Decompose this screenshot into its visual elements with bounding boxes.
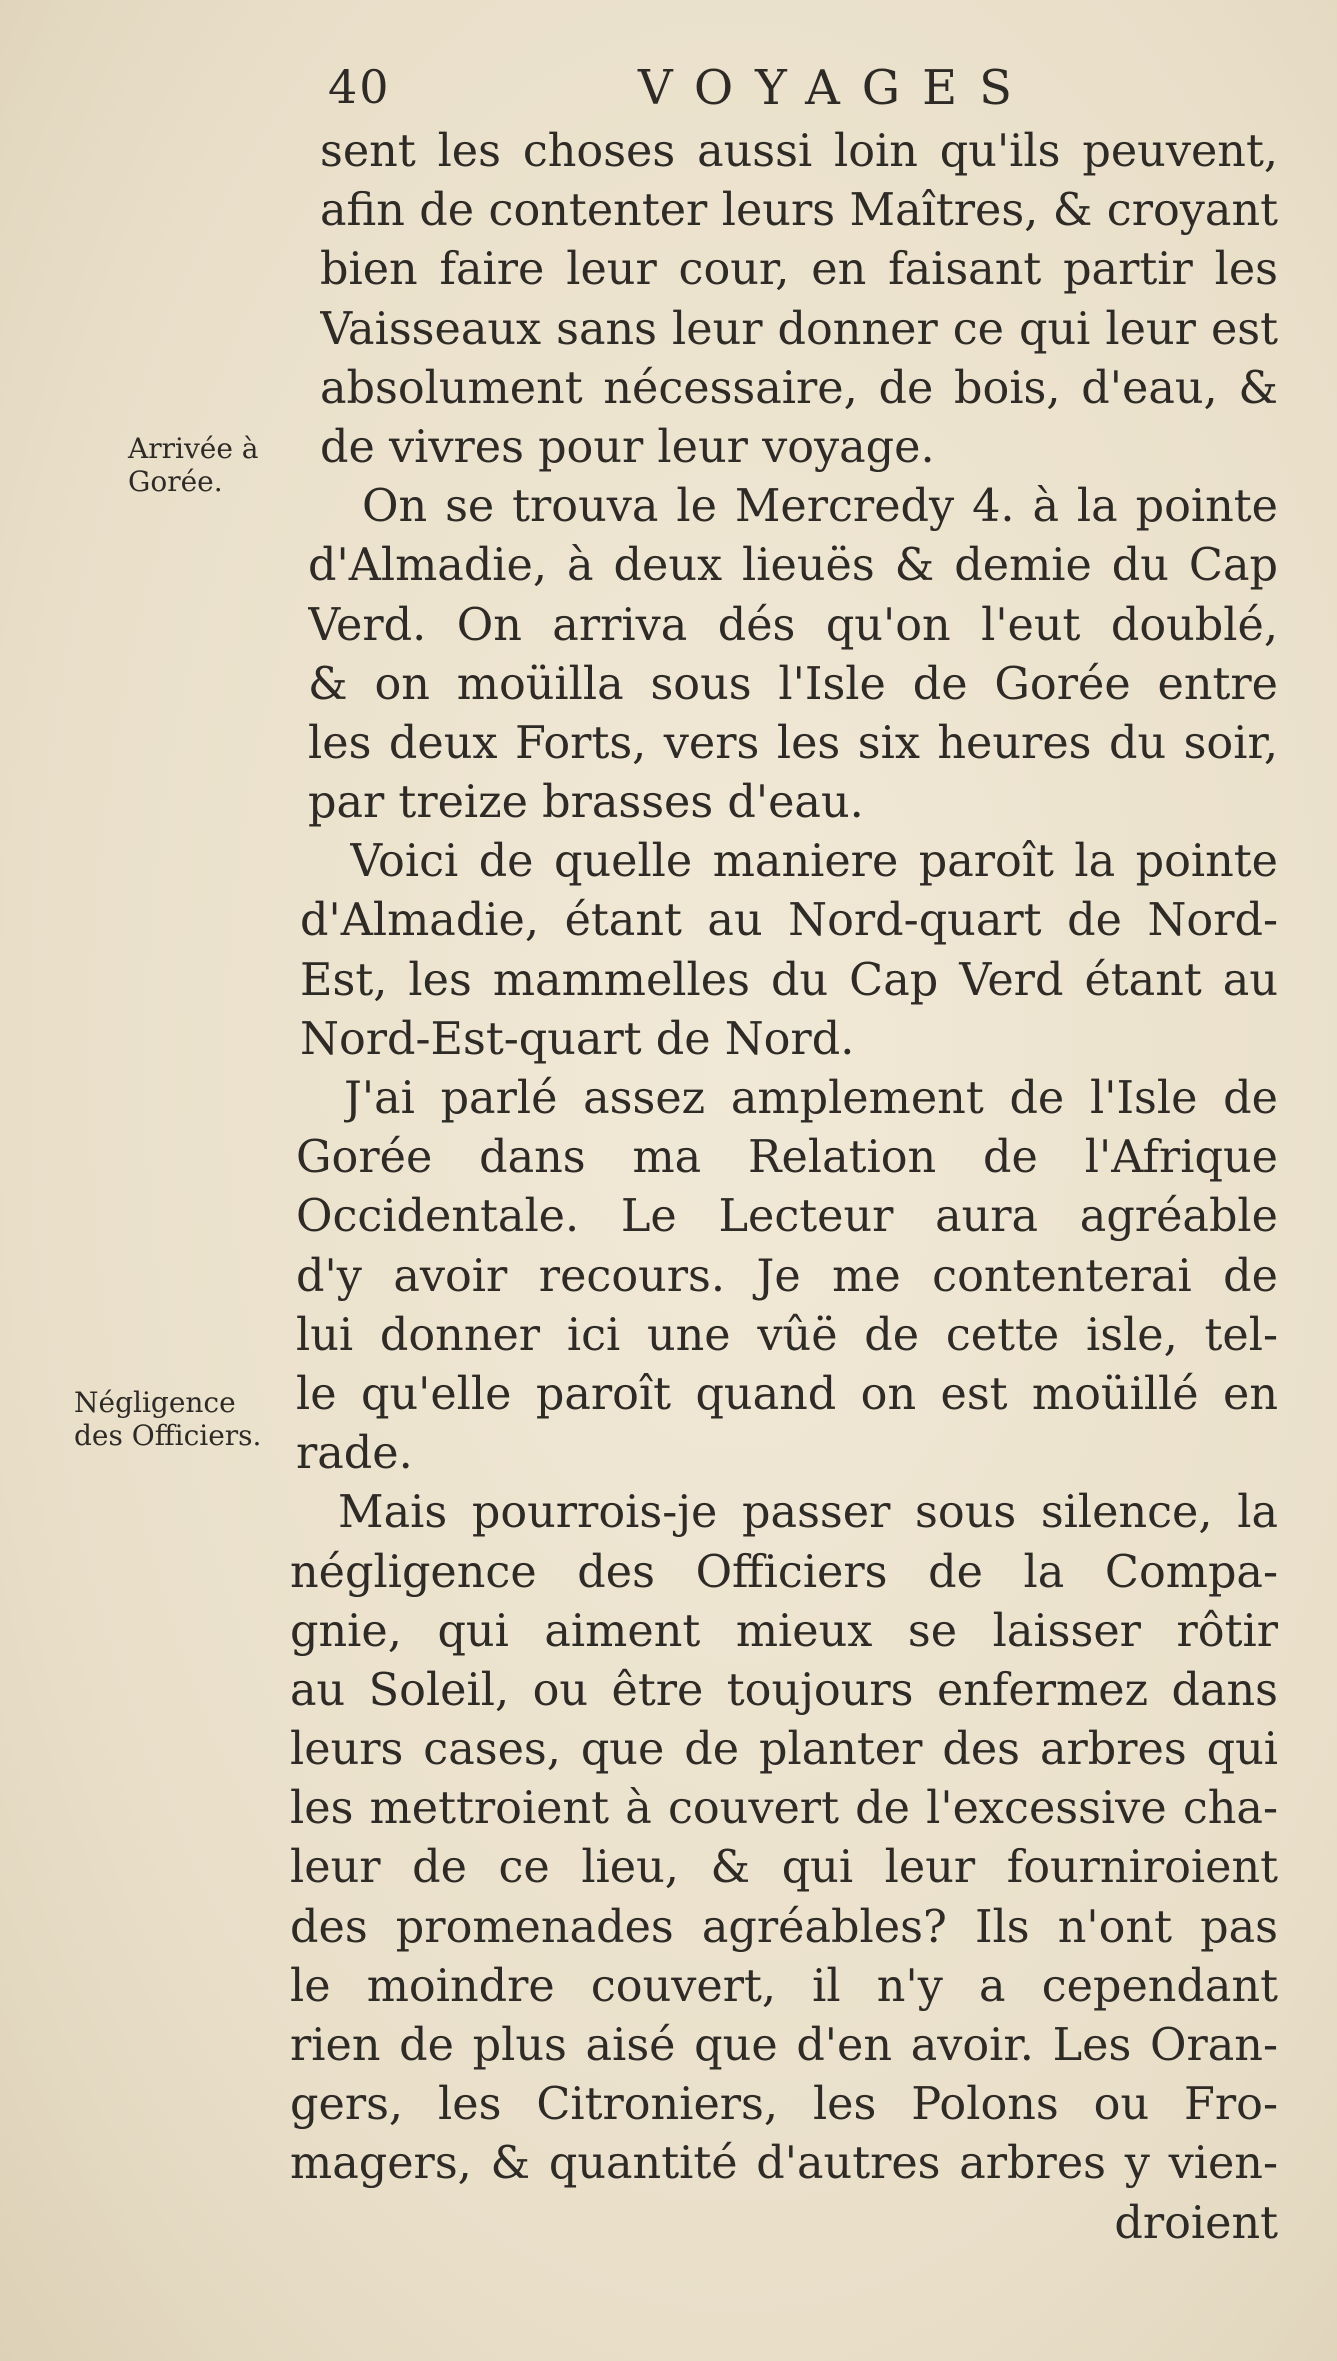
text-line: J'ai parlé assez amplement de l'Isle de — [344, 1073, 1278, 1124]
text-line: bien faire leur cour, en faisant partir les — [320, 244, 1278, 296]
text-line: les mettroient à couvert de l'excessive cha- — [290, 1783, 1278, 1835]
text-line: sent les choses aussi loin qu'ils peuvent, — [320, 126, 1278, 177]
text-line: Mais pourrois-je passer sous silence, la — [338, 1487, 1278, 1539]
text-line: Gorée dans ma Relation de l'Afrique — [296, 1132, 1278, 1184]
text-line: des promenades agréables? Ils n'ont pas — [290, 1901, 1278, 1953]
text-line: négligence des Officiers de la Compa- — [290, 1546, 1278, 1598]
text-line: Vaisseaux sans leur donner ce qui leur est — [320, 303, 1278, 355]
running-title: VOYAGES — [638, 60, 1035, 116]
text-line: leur de ce lieu, & qui leur fourniroient — [290, 1842, 1278, 1894]
margin-note-negligence — [74, 1386, 261, 1452]
margin-note-line: Négligence — [74, 1386, 236, 1419]
text-line: rien de plus aisé que d'en avoir. Les Oran- — [290, 2020, 1278, 2071]
text-line: magers, & quantité d'autres arbres y vien- — [290, 2138, 1278, 2190]
body-text — [278, 122, 1278, 2253]
text-line: par treize brasses d'eau. — [308, 777, 864, 829]
catchword: droient — [1114, 2197, 1278, 2249]
text-line: au Soleil, ou être toujours enfermez dans — [290, 1664, 1278, 1716]
text-line: le qu'elle paroît quand on est moüillé en — [296, 1368, 1278, 1420]
margin-note-line: des Officiers. — [74, 1419, 262, 1452]
text-line: & on moüilla sous l'Isle de Gorée entre — [308, 658, 1278, 710]
text-line: lui donner ici une vûë de cette isle, tel- — [296, 1309, 1278, 1361]
text-line: On se trouva le Mercredy 4. à la pointe — [362, 481, 1278, 533]
page-number: 40 — [328, 60, 391, 114]
margin-note-line: Arrivée à — [128, 432, 259, 465]
text-line: Voici de quelle maniere paroît la pointe — [350, 836, 1278, 888]
margin-note-arrivee — [128, 432, 259, 498]
text-line: gers, les Citroniers, les Polons ou Fro- — [290, 2079, 1278, 2131]
margin-note-line: Gorée. — [128, 465, 223, 498]
text-line: de vivres pour leur voyage. — [320, 421, 935, 473]
text-line: les deux Forts, vers les six heures du soir, — [308, 717, 1278, 769]
text-line: d'Almadie, à deux lieuës & demie du Cap — [308, 540, 1278, 592]
text-line: absolument nécessaire, de bois, d'eau, & — [320, 362, 1278, 414]
text-line: rade. — [296, 1428, 413, 1480]
text-line: afin de contenter leurs Maîtres, & croyant — [320, 185, 1278, 237]
text-line: le moindre couvert, il n'y a cependant — [290, 1960, 1278, 2012]
text-line: Est, les mammelles du Cap Verd étant au — [300, 954, 1278, 1006]
text-line: d'Almadie, étant au Nord-quart de Nord- — [300, 895, 1278, 947]
text-line: Nord-Est-quart de Nord. — [300, 1013, 855, 1065]
text-line: d'y avoir recours. Je me contenterai de — [296, 1250, 1278, 1302]
text-line: Occidentale. Le Lecteur aura agréable — [296, 1191, 1278, 1243]
text-line: leurs cases, que de planter des arbres qui — [290, 1724, 1278, 1776]
page-header — [328, 60, 1048, 130]
text-line: gnie, qui aiment mieux se laisser rôtir — [290, 1605, 1278, 1657]
text-line: Verd. On arriva dés qu'on l'eut doublé, — [308, 599, 1278, 651]
